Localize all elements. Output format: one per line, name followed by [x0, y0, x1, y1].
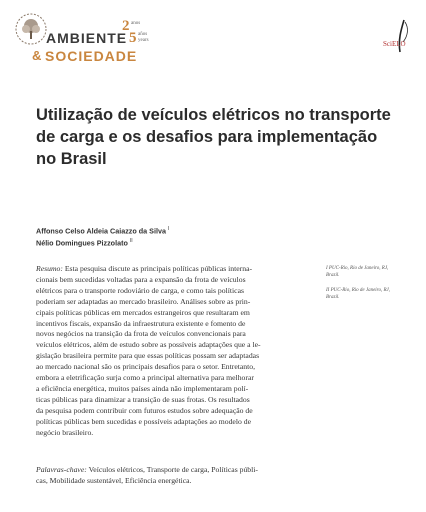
abstract-line: embora a eletrificação surja como a principal alternativa para melhorar [36, 373, 254, 383]
abstract-line: poderiam ser adaptadas ao mercado brasileiro. Análises sobre as prin- [36, 296, 251, 306]
abstract-line: incentivos fiscais, expansão da infraestrutura existente e fomento de [36, 318, 246, 328]
affiliation-line: I PUC-Rio, Rio de Janeiro, RJ, [326, 266, 389, 271]
affiliation-line: II PUC-Rio, Rio de Janeiro, RJ, [326, 288, 390, 293]
title-line: Utilização de veículos elétricos no transporte [36, 106, 391, 124]
affiliation-line: Brazil. [326, 295, 340, 300]
journal-logo [14, 10, 154, 66]
scielo-logo [374, 18, 414, 54]
author-list [36, 224, 169, 249]
logo-ambiente: AMBIENTE [46, 30, 128, 46]
author-item [36, 236, 169, 248]
tree-seal-icon [14, 12, 48, 46]
anniversary-years: years [138, 38, 149, 43]
anniversary-digit-2: 2 [122, 18, 130, 34]
author-affiliation-mark: II [129, 238, 133, 245]
anniversary-mark [122, 18, 156, 48]
scielo-label: SciELO [383, 40, 406, 48]
abstract [36, 264, 320, 439]
abstract-line [36, 264, 320, 275]
affiliation-notes [326, 265, 418, 309]
abstract-line: cionais bem sucedidas voltadas para a expansão da frota de veículos [36, 274, 246, 284]
author-name: Affonso Celso Aldeia Caiazzo da Silva [36, 226, 166, 236]
abstract-line: novos negócios na transição da frota de veículos convencionais para [36, 329, 246, 339]
abstract-text: Esta pesquisa discute as principais políticas públicas interna- [64, 264, 253, 273]
abstract-line: gislação brasileira permite para que essas políticas possam ser adaptadas [36, 351, 260, 361]
logo-sociedade: SOCIEDADE [45, 48, 138, 64]
affiliation-note [326, 265, 418, 279]
abstract-line: ao mercado nacional são os principais desafios para o setor. Entretanto, [36, 362, 256, 372]
abstract-line: elétricos para o transporte rodoviário de carga, e como tais políticas [36, 285, 244, 295]
anniversary-digit-5: 5 [129, 30, 137, 46]
scielo-icon [374, 18, 414, 54]
keywords-label: Palavras-chave: [36, 465, 87, 474]
abstract-line: políticas públicas bem sucedidas e possíveis adaptações ao modelo de [36, 416, 251, 426]
article-title [36, 104, 406, 170]
anniversary-anos: anos [131, 21, 141, 26]
affiliation-line: Brazil. [326, 273, 340, 278]
title-line: no Brasil [36, 150, 107, 168]
logo-ampersand: & [32, 48, 42, 63]
author-item [36, 224, 169, 236]
abstract-line: ticas públicas para dinamizar a transição de suas frotas. Os resultados [36, 394, 250, 404]
abstract-line: negócio brasileiro. [36, 427, 94, 437]
affiliation-note [326, 287, 418, 301]
title-line: de carga e os desafios para implementação [36, 128, 378, 146]
keywords-line [36, 465, 326, 476]
abstract-line: veículos elétricos, além de estudo sobre as possíveis adaptações que a le- [36, 340, 261, 350]
author-name: Nélio Domingues Pizzolato [36, 238, 128, 248]
abstract-label: Resumo: [36, 264, 63, 273]
abstract-line: a eficiência energética, muitos países ainda não implementaram polí- [36, 383, 249, 393]
anniversary-anos-es: años [138, 32, 148, 37]
author-affiliation-mark: I [167, 226, 170, 232]
abstract-line: cipais políticas públicas em mercados estrangeiros que resultaram em [36, 307, 250, 317]
keywords [36, 465, 326, 487]
keywords-text: Veículos elétricos, Transporte de carga, Políticas públi- [88, 465, 258, 474]
keywords-line: cas, Mobilidade sustentável, Eficiência energética. [36, 475, 192, 485]
abstract-line: da pesquisa podem contribuir com futuros estudos sobre adequação de [36, 405, 253, 415]
